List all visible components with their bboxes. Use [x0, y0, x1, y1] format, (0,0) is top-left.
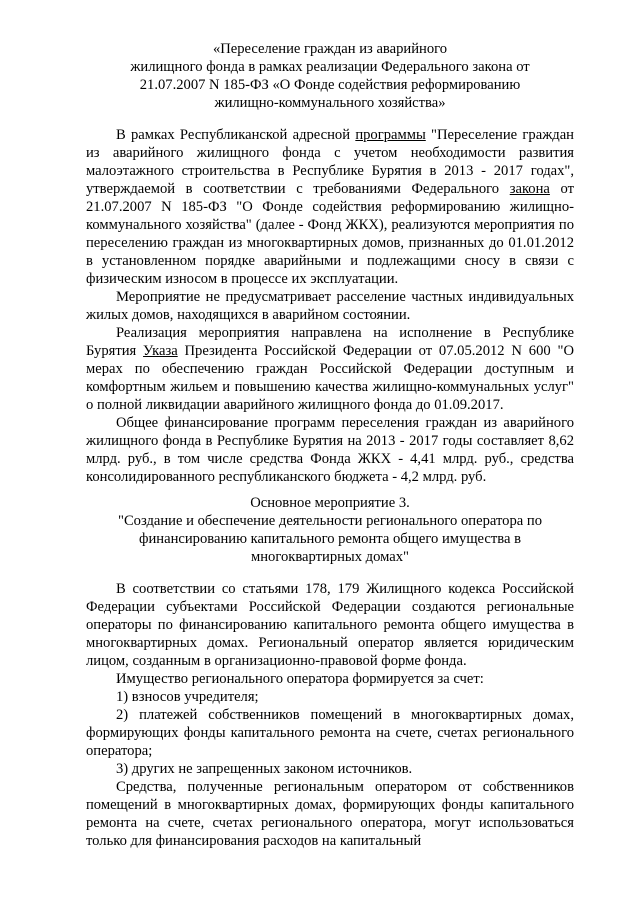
- paragraph-program: [86, 126, 574, 288]
- section-heading: [86, 494, 574, 566]
- law-link[interactable]: закона: [509, 181, 550, 197]
- heading-line: Основное мероприятие 3.: [250, 495, 410, 511]
- decree-link[interactable]: Указа: [143, 343, 178, 359]
- list-item-2: 2) платежей собственников помещений в многоквартирных домах, формирующих фонды капитального ремонта на счете, счетах регионального оператора;: [86, 707, 574, 759]
- program-link[interactable]: программы: [355, 127, 426, 143]
- paragraph-regional-operator: В соответствии со статьями 178, 179 Жилищного кодекса Российской Федерации субъектами Российской Федерации создаются региональные операторы по финансированию капитального ремонта общего имущества в многоквартирных домах. Региональный оператор является юридическим лицом, созданным в организационно-правовой форме фонда.: [86, 581, 574, 669]
- paragraph-funds-usage: Средства, полученные региональным оператором от собственников помещений в многоквартирных домах, формирующих фонды капитального ремонта на счете, счетах регионального оператора, могут использоваться только для финансирования расходов на капитальный: [86, 779, 574, 849]
- title-line: 21.07.2007 N 185-ФЗ «О Фонде содействия реформированию: [139, 77, 521, 93]
- text-segment: от 21.07.2007 N 185-ФЗ "О Фонде содействия реформированию жилищно-коммунального хозяйства" (далее - Фонд ЖКХ), реализуются мероприятия по переселению граждан из многоквартирных домов, признанных до 01.01.2012 в установленном порядке аварийными и подлежащими сносу в связи с физическим износом в процессе их эксплуатации.: [86, 181, 574, 287]
- text-segment: Реализация мероприятия направлена на исполнение в Республике Бурятия: [86, 325, 574, 359]
- title-line: жилищного фонда в рамках реализации Федерального закона от: [130, 59, 530, 75]
- title-line: жилищно-коммунального хозяйства»: [214, 95, 446, 111]
- text-segment: "Переселение граждан из аварийного жилищного фонда с учетом необходимости развития малоэтажного строительства в Республике Бурятия в 2013 - 2017 годах", утверждаемой в соответствии с требованиями Федерального: [86, 127, 574, 197]
- document-title: [86, 40, 574, 112]
- list-item-1: 1) взносов учредителя;: [116, 689, 259, 705]
- list-item-3: 3) других не запрещенных законом источников.: [116, 761, 413, 777]
- paragraph-decree: [86, 324, 574, 414]
- text-segment: В рамках Республиканской адресной: [116, 127, 356, 143]
- paragraph-financing: Общее финансирование программ переселения граждан из аварийного жилищного фонда в Республике Бурятия на 2013 - 2017 годы составляет 8,62 млрд. руб., в том числе средства Фонда ЖКХ - 4,41 млрд. руб., средства консолидированного республиканского бюджета - 4,2 млрд. руб.: [86, 415, 574, 485]
- paragraph-private-houses: Мероприятие не предусматривает расселение частных индивидуальных жилых домов, находящихся в аварийном состоянии.: [86, 289, 574, 323]
- text-segment: Президента Российской Федерации от 07.05.2012 N 600 "О мерах по обеспечению граждан Российской Федерации доступным и комфортным жильем и повышению качества жилищно-коммунальных услуг" о полной ликвидации аварийного жилищного фонда до 01.09.2017.: [86, 343, 574, 413]
- paragraph-property-intro: Имущество регионального оператора формируется за счет:: [116, 671, 484, 687]
- title-line: «Переселение граждан из аварийного: [212, 41, 448, 57]
- heading-line: финансированию капитального ремонта общего имущества в: [139, 531, 521, 547]
- heading-line: многоквартирных домах": [251, 549, 409, 565]
- heading-line: "Создание и обеспечение деятельности регионального оператора по: [117, 513, 542, 529]
